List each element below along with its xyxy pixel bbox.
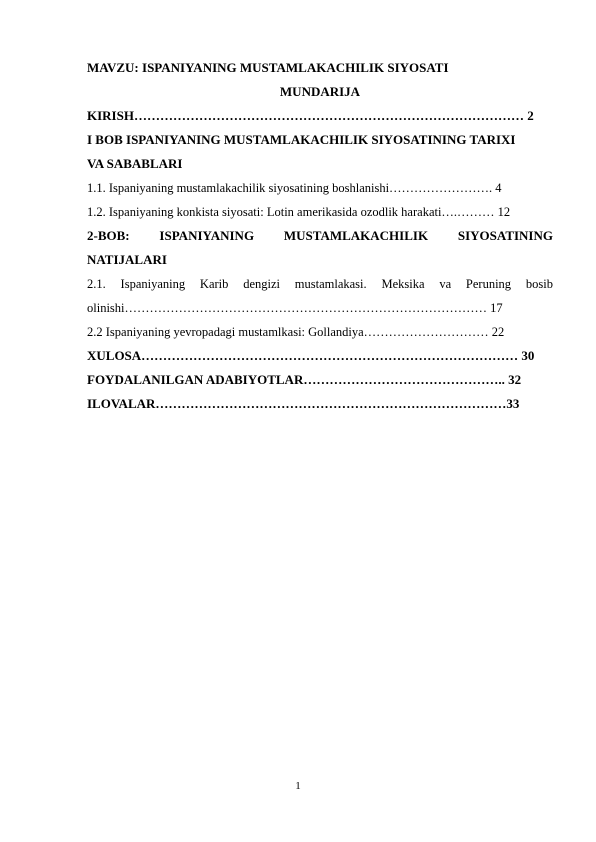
toc-entry-xulosa: XULOSA…………………………………………………………………………… 30 (87, 348, 535, 363)
word: bosib (525, 277, 553, 291)
word: va (439, 277, 452, 291)
document-page (87, 56, 553, 416)
toc-entry-2-2: 2.2 Ispaniyaning yevropadagi mustamlkasi: Gollandiya………………………… 22 (87, 325, 505, 339)
word: Meksika (381, 277, 425, 291)
toc-entry-chapter-2 (87, 224, 553, 248)
word: mustamlakasi. (294, 277, 367, 291)
toc-entry-ilovalar: ILOVALAR………………………………………………………………………33 (87, 396, 520, 411)
word: 2.1. (87, 277, 106, 291)
toc-entry-1-1: 1.1. Ispaniyaning mustamlakachilik siyosatining boshlanishi……………………. 4 (87, 181, 502, 195)
toc-entry-adabiyotlar: FOYDALANILGAN ADABIYOTLAR……………………………………….. 32 (87, 372, 522, 387)
toc-heading: MUNDARIJA (279, 84, 361, 99)
toc-entry-2-1 (87, 272, 553, 296)
toc-entry-2-1-cont: olinishi…………………………………………………………………………… 17 (87, 301, 503, 315)
word: dengizi (243, 277, 280, 291)
document-title: MAVZU: ISPANIYANING MUSTAMLAKACHILIK SIYOSATI (87, 60, 449, 75)
toc-entry-kirish: KIRISH……………………………………………………………………………… 2 (87, 108, 534, 123)
toc-entry-chapter-2-cont: NATIJALARI (87, 252, 167, 267)
word: Ispaniyaning (120, 277, 186, 291)
toc-entry-chapter-1-cont: VA SABABLARI (87, 156, 183, 171)
word: Karib (199, 277, 229, 291)
toc-entry-chapter-1: I BOB ISPANIYANING MUSTAMLAKACHILIK SIYOSATINING TARIXI (87, 132, 516, 147)
word: Peruning (465, 277, 512, 291)
word: ISPANIYANING (159, 228, 255, 243)
word: SIYOSATINING (457, 228, 553, 243)
page-number: 1 (295, 780, 301, 792)
word: 2-BOB: (87, 228, 130, 243)
word: MUSTAMLAKACHILIK (283, 228, 429, 243)
toc-entry-1-2: 1.2. Ispaniyaning konkista siyosati: Lotin amerikasida ozodlik harakati….……… 12 (87, 205, 511, 219)
